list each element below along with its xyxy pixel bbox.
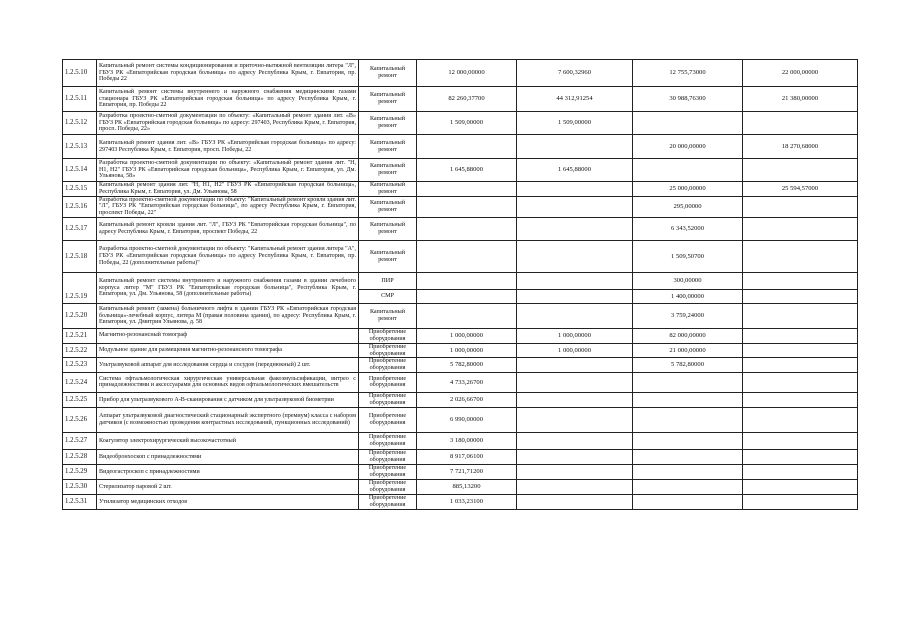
item-number: 1.2.5.24 [63, 372, 97, 392]
value-col-1: 82 260,37700 [417, 87, 517, 112]
item-name: Разработка проектно-сметной документации по объекту: «Капитальный ремонт здания лит. "Н, Н1, Н2" ГБУЗ РК «Евпаторийская городская больница», Республика Крым, г. Евпатория, ул. Дм. Ульянова, 58» [97, 159, 359, 182]
table-row [63, 196, 858, 217]
work-type: Капитальный ремонт [359, 112, 417, 135]
value-col-4 [743, 290, 858, 304]
value-col-3: 20 000,00000 [633, 135, 743, 159]
value-col-2 [517, 494, 633, 509]
table-row [63, 392, 858, 407]
work-type: ПИР [359, 273, 417, 290]
table-row [63, 329, 858, 344]
work-type: Капитальный ремонт [359, 87, 417, 112]
table-row [63, 60, 858, 87]
table-row [63, 304, 858, 329]
value-col-3 [633, 479, 743, 494]
value-col-3 [633, 407, 743, 432]
value-col-2 [517, 432, 633, 449]
value-col-2: 7 600,32960 [517, 60, 633, 87]
value-col-1 [417, 241, 517, 273]
value-col-4 [743, 358, 858, 373]
value-col-4 [743, 392, 858, 407]
value-col-1: 2 026,66700 [417, 392, 517, 407]
value-col-3 [633, 392, 743, 407]
value-col-3 [633, 432, 743, 449]
value-col-4 [743, 343, 858, 358]
value-col-4 [743, 432, 858, 449]
value-col-2 [517, 273, 633, 290]
value-col-1 [417, 290, 517, 304]
value-col-3 [633, 449, 743, 464]
item-number: 1.2.5.10 [63, 60, 97, 87]
item-number: 1.2.5.27 [63, 432, 97, 449]
table-row [63, 494, 858, 509]
value-col-4 [743, 196, 858, 217]
work-type: Приобретение оборудования [359, 479, 417, 494]
value-col-4 [743, 494, 858, 509]
value-col-3 [633, 464, 743, 479]
table-row [63, 241, 858, 273]
value-col-2 [517, 196, 633, 217]
value-col-4: 21 380,00000 [743, 87, 858, 112]
value-col-4 [743, 464, 858, 479]
work-type: Капитальный ремонт [359, 135, 417, 159]
value-col-1: 3 180,00000 [417, 432, 517, 449]
value-col-4 [743, 304, 858, 329]
item-name: Утилизатор медицинских отходов [97, 494, 359, 509]
value-col-2 [517, 135, 633, 159]
work-type: Капитальный ремонт [359, 182, 417, 197]
item-number: 1.2.5.17 [63, 218, 97, 241]
work-type: Приобретение оборудования [359, 358, 417, 373]
value-col-3: 25 000,00000 [633, 182, 743, 197]
value-col-4 [743, 479, 858, 494]
value-col-4 [743, 372, 858, 392]
item-number: 1.2.5.12 [63, 112, 97, 135]
item-name: Разработка проектно-сметной документации по объекту: "Капитальный ремонт кровли здания лит. "Л", ГБУЗ РК "Евпаторийская городская больница", по адресу Республика Крым, г. Евпатория, проспект Победы, 22" [97, 196, 359, 217]
item-name: Капитальный ремонт системы кондиционирования и приточно-вытяжной вентиляции литера "Л", ГБУЗ РК «Евпаторийская городская больница» по адресу Республика Крым, г. Евпатория, пр. Победы 22 [97, 60, 359, 87]
item-name: Стерилизатор паровой 2 шт. [97, 479, 359, 494]
table-row [63, 449, 858, 464]
value-col-4 [743, 449, 858, 464]
value-col-1: 5 782,80000 [417, 358, 517, 373]
work-type: Капитальный ремонт [359, 159, 417, 182]
table-row [63, 273, 858, 290]
value-col-4: 22 000,00000 [743, 60, 858, 87]
value-col-4 [743, 112, 858, 135]
work-type: Капитальный ремонт [359, 304, 417, 329]
item-number: 1.2.5.16 [63, 196, 97, 217]
value-col-2 [517, 182, 633, 197]
value-col-3: 21 000,00000 [633, 343, 743, 358]
value-col-3 [633, 372, 743, 392]
item-number: 1.2.5.21 [63, 329, 97, 344]
work-type: Капитальный ремонт [359, 218, 417, 241]
table-row [63, 87, 858, 112]
item-number: 1.2.5.15 [63, 182, 97, 197]
table-row [63, 135, 858, 159]
item-number: 1.2.5.19 [63, 290, 97, 304]
table-row [63, 464, 858, 479]
item-number: 1.2.5.14 [63, 159, 97, 182]
item-number: 1.2.5.31 [63, 494, 97, 509]
value-col-2 [517, 464, 633, 479]
item-number: 1.2.5.22 [63, 343, 97, 358]
item-name: Аппарат ультразвуковой диагностический стационарный экспертного (премиум) класса с набором датчиков (с возможностью проведения контрастных исследований, пункционных исследований) [97, 407, 359, 432]
work-type: Приобретение оборудования [359, 407, 417, 432]
value-col-4 [743, 329, 858, 344]
item-name: Разработка проектно-сметной документации по объекту: «Капитальный ремонт здания лит. «В» ГБУЗ РК «Евпаторийская городская больница» по адресу: 297403, Республика Крым, г. Евпатория, просп. Победы, 22» [97, 112, 359, 135]
item-number: 1.2.5.26 [63, 407, 97, 432]
item-name: Ультразвуковой аппарат для исследования сердца и сосудов (переднюкный) 2 шт. [97, 358, 359, 373]
work-type: Приобретение оборудования [359, 329, 417, 344]
item-name: Видеогастроскоп с принадлежностями [97, 464, 359, 479]
work-type: Приобретение оборудования [359, 432, 417, 449]
table-row [63, 218, 858, 241]
value-col-1: 1 509,00000 [417, 112, 517, 135]
value-col-2 [517, 407, 633, 432]
value-col-1: 1 000,00000 [417, 343, 517, 358]
work-type: Приобретение оборудования [359, 494, 417, 509]
item-name: Модульное здание для размещения магнитно-резонансного томографа [97, 343, 359, 358]
item-name: Капитальный ремонт здания лит. «В» ГБУЗ РК «Евпаторийская городская больница» по адресу: 297403 Республика Крым, г. Евпатория, просп. Победы, 22 [97, 135, 359, 159]
value-col-2: 1 509,00000 [517, 112, 633, 135]
item-name: Система офтальмологическая хирургическая универсальная факоэмульсификации, витрео с принадлежностями и аксессуарами для основных видов офтальмологических вмешательств [97, 372, 359, 392]
table-row [63, 343, 858, 358]
item-number: 1.2.5.13 [63, 135, 97, 159]
value-col-3: 6 343,52000 [633, 218, 743, 241]
item-name: Капитальный ремонт здания лит. "Н, Н1, Н2" ГБУЗ РК «Евпаторийская городская больница», Республика Крым, г. Евпатория, ул. Дм. Ульянова, 58 [97, 182, 359, 197]
value-col-2: 1 000,00000 [517, 343, 633, 358]
value-col-3 [633, 494, 743, 509]
value-col-4: 18 270,68000 [743, 135, 858, 159]
work-type: Приобретение оборудования [359, 464, 417, 479]
value-col-3: 5 782,80000 [633, 358, 743, 373]
value-col-3: 3 759,24000 [633, 304, 743, 329]
value-col-1 [417, 196, 517, 217]
value-col-2 [517, 241, 633, 273]
item-number: 1.2.5.28 [63, 449, 97, 464]
value-col-2 [517, 218, 633, 241]
table-row [63, 182, 858, 197]
work-type: Капитальный ремонт [359, 196, 417, 217]
value-col-3: 300,00000 [633, 273, 743, 290]
value-col-2 [517, 372, 633, 392]
value-col-2: 44 312,91254 [517, 87, 633, 112]
value-col-2 [517, 449, 633, 464]
item-name: Капитальный ремонт (замена) больничного лифта в здании ГБУЗ РК «Евпаторийская городская больница»-лечебный корпус, литера М (правая половина здания), по адресу: Республика Крым, г. Евпатория, ул. Дмитрия Ульянова, д. 58 [97, 304, 359, 329]
item-number: 1.2.5.11 [63, 87, 97, 112]
value-col-2: 1 000,00000 [517, 329, 633, 344]
value-col-2 [517, 290, 633, 304]
work-type: Приобретение оборудования [359, 449, 417, 464]
table-row [63, 112, 858, 135]
value-col-2 [517, 392, 633, 407]
value-col-1 [417, 182, 517, 197]
item-name: Капитальный ремонт системы внутреннего и наружного снабжения газами в здании лечебного корпуса литер "М" ГБУЗ РК "Евпаторийская городская больница", Республика Крым, г. Евпатория, ул. Дм. Ульянова, 58 (дополнительные работы) [97, 273, 359, 304]
budget-table [62, 59, 858, 510]
value-col-2 [517, 304, 633, 329]
value-col-1: 1 033,23100 [417, 494, 517, 509]
item-name: Разработка проектно-сметной документации по объекту: "Капитальный ремонт здания литера "А", ГБУЗ РК «Евпаторийская городская больница» по адресу Республика Крым, г. Евпатория, пр. Победы, 22 (дополнительные работы)" [97, 241, 359, 273]
value-col-4 [743, 218, 858, 241]
value-col-3: 12 755,73000 [633, 60, 743, 87]
value-col-1 [417, 273, 517, 290]
value-col-3: 30 988,76300 [633, 87, 743, 112]
item-name: Прибор для ультразвукового А-В-сканирования с датчиком для ультразвуковой биометрии [97, 392, 359, 407]
value-col-4 [743, 407, 858, 432]
table-row [63, 432, 858, 449]
item-number: 1.2.5.23 [63, 358, 97, 373]
work-type: Капитальный ремонт [359, 241, 417, 273]
item-name: Капитальный ремонт системы внутреннего и наружного снабжения медицинскими газами стационара ГБУЗ РК «Евпаторийская городская больница» по адресу Республика Крым, г. Евпатория, пр. Победы 22 [97, 87, 359, 112]
item-number: 1.2.5.20 [63, 304, 97, 329]
value-col-3 [633, 159, 743, 182]
table-row [63, 358, 858, 373]
value-col-2: 1 645,88000 [517, 159, 633, 182]
value-col-4 [743, 159, 858, 182]
value-col-1 [417, 135, 517, 159]
table-row [63, 407, 858, 432]
value-col-1 [417, 304, 517, 329]
table-row [63, 372, 858, 392]
value-col-4 [743, 273, 858, 290]
value-col-1: 885,13200 [417, 479, 517, 494]
item-name: Коагулятор электрохирургический высокочастотный [97, 432, 359, 449]
item-name: Видеобронхоскоп с принадлежностями [97, 449, 359, 464]
value-col-3: 1 400,00000 [633, 290, 743, 304]
value-col-3 [633, 112, 743, 135]
item-number: 1.2.5.25 [63, 392, 97, 407]
value-col-3: 82 000,00000 [633, 329, 743, 344]
value-col-3: 295,00000 [633, 196, 743, 217]
value-col-2 [517, 479, 633, 494]
work-type: Приобретение оборудования [359, 392, 417, 407]
item-name: Капитальный ремонт кровли здания лит. "Л", ГБУЗ РК "Евпаторийская городская больница", по адресу Республика Крым, г. Евпатория, проспект Победы, 22 [97, 218, 359, 241]
work-type: Приобретение оборудования [359, 372, 417, 392]
value-col-1 [417, 218, 517, 241]
item-number [63, 273, 97, 290]
value-col-2 [517, 358, 633, 373]
item-number: 1.2.5.30 [63, 479, 97, 494]
value-col-1: 8 917,06100 [417, 449, 517, 464]
table-row [63, 159, 858, 182]
value-col-1: 12 000,00000 [417, 60, 517, 87]
work-type: Приобретение оборудования [359, 343, 417, 358]
value-col-4: 25 594,57000 [743, 182, 858, 197]
value-col-1: 4 733,26700 [417, 372, 517, 392]
item-number: 1.2.5.18 [63, 241, 97, 273]
value-col-1: 6 990,00000 [417, 407, 517, 432]
work-type: СМР [359, 290, 417, 304]
value-col-1: 1 000,00000 [417, 329, 517, 344]
item-name: Магнитно-резонансный томограф [97, 329, 359, 344]
value-col-3: 1 509,50700 [633, 241, 743, 273]
value-col-1: 7 721,71200 [417, 464, 517, 479]
item-number: 1.2.5.29 [63, 464, 97, 479]
value-col-4 [743, 241, 858, 273]
table-row [63, 479, 858, 494]
value-col-1: 1 645,88000 [417, 159, 517, 182]
work-type: Капитальный ремонт [359, 60, 417, 87]
